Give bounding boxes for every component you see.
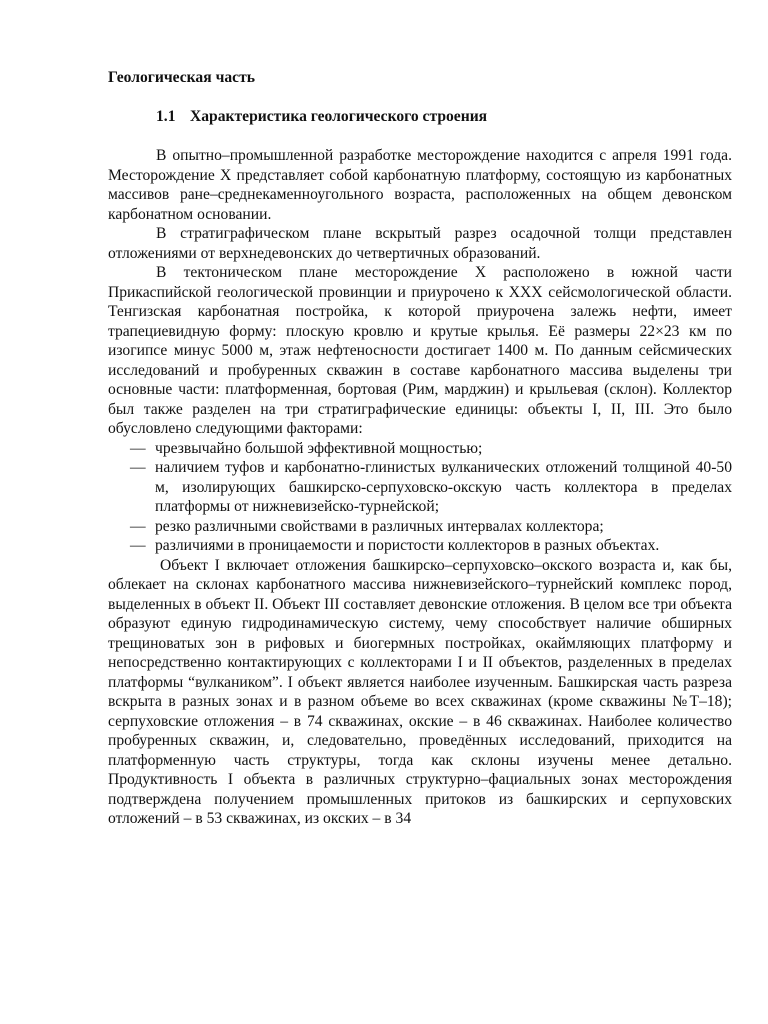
paragraph-stratigraphy: В стратиграфическом плане вскрытый разрез осадочной толщи представлен отложениями от верхнедевонских до четвертичных образований. bbox=[108, 225, 732, 262]
list-item-text: чрезвычайно большой эффективной мощностью; bbox=[155, 439, 483, 457]
list-item bbox=[108, 439, 732, 459]
paragraph-object-description: Объект I включает отложения башкирско–серпуховско–окского возраста и, как бы, облекает на склонах карбонатного массива нижневизейского–турнейский комплекс пород, выделенных в объект II. Объект III составляет девонские отложения. В целом все три объекта образуют единую гидродинамическую систему, чему способствует наличие обширных трещиноватых зон в рифовых и биогермных постройках, окаймляющих платформу и непосредственно контактирующих с коллекторами I и II объектов, разделенных в пределах платформы “вулкаником”. I объект является наиболее изученным. Башкирская часть разреза вскрыта в разных зонах и в разном объеме во всех скважинах (кроме скважины №Т–18); серпуховские отложения – в 74 скважинах, окские – в 46 скважинах. Наиболее количество пробуренных скважин, и, следовательно, проведённых исследований, приходится на платформенную часть структуры, тогда как склоны изучены менее детально. Продуктивность I объекта в различных структурно–фациальных зонах месторождения подтверждена получением промышленных притоков из башкирских и серпуховских отложений – в 53 скважинах, из окских – в 34 bbox=[108, 556, 732, 827]
list-item bbox=[108, 517, 732, 537]
list-item-text: наличием туфов и карбонатно-глинистых вулканических отложений толщиной 40-50 м, изолирующих башкирско-серпуховско-окскую часть коллектора в пределах платформы от нижневизейско-турнейской; bbox=[155, 459, 732, 515]
bullet-dash: — bbox=[130, 439, 146, 457]
bullet-dash: — bbox=[130, 537, 146, 554]
bullet-dash: — bbox=[130, 517, 146, 535]
section-title: Характеристика геологического строения bbox=[190, 107, 488, 125]
list-item bbox=[108, 458, 732, 517]
list-item bbox=[108, 536, 732, 556]
factors-list bbox=[108, 439, 732, 556]
document-page bbox=[108, 68, 732, 829]
section-number: 1.1 bbox=[156, 107, 176, 125]
paragraph-tectonics: В тектоническом плане месторождение Х расположено в южной части Прикаспийской геологической провинции и приурочено к ХХХ сейсмологической области. Тенгизская карбонатная постройка, к которой приурочена залежь нефти, имеет трапециевидную форму: плоскую кровлю и крутые крылья. Её размеры 22×23 км по изогипсе минус 5000 м, этаж нефтеносности достигает 1400 м. По данным сейсмических исследований и пробуренных скважин в составе карбонатного массива выделены три основные части: платформенная, бортовая (Рим, марджин) и крыльевая (склон). Коллектор был также разделен на три стратиграфические единицы: объекты I, II, III. Это было обусловлено следующими факторами: bbox=[108, 264, 732, 437]
bullet-dash: — bbox=[130, 459, 146, 476]
list-item-text: резко различными свойствами в различных интервалах коллектора; bbox=[155, 517, 604, 535]
list-item-text: различиями в проницаемости и пористости коллекторов в разных объектах. bbox=[155, 537, 660, 554]
paragraph-development-history: В опытно–промышленной разработке месторождение находится с апреля 1991 года. Месторождение Х представляет собой карбонатную платформу, состоящую из карбонатных массивов ране–среднекаменноугольного возраста, расположенных на общем девонском карбонатном основании. bbox=[108, 147, 732, 223]
section-heading bbox=[156, 107, 732, 127]
part-title: Геологическая часть bbox=[108, 69, 255, 86]
